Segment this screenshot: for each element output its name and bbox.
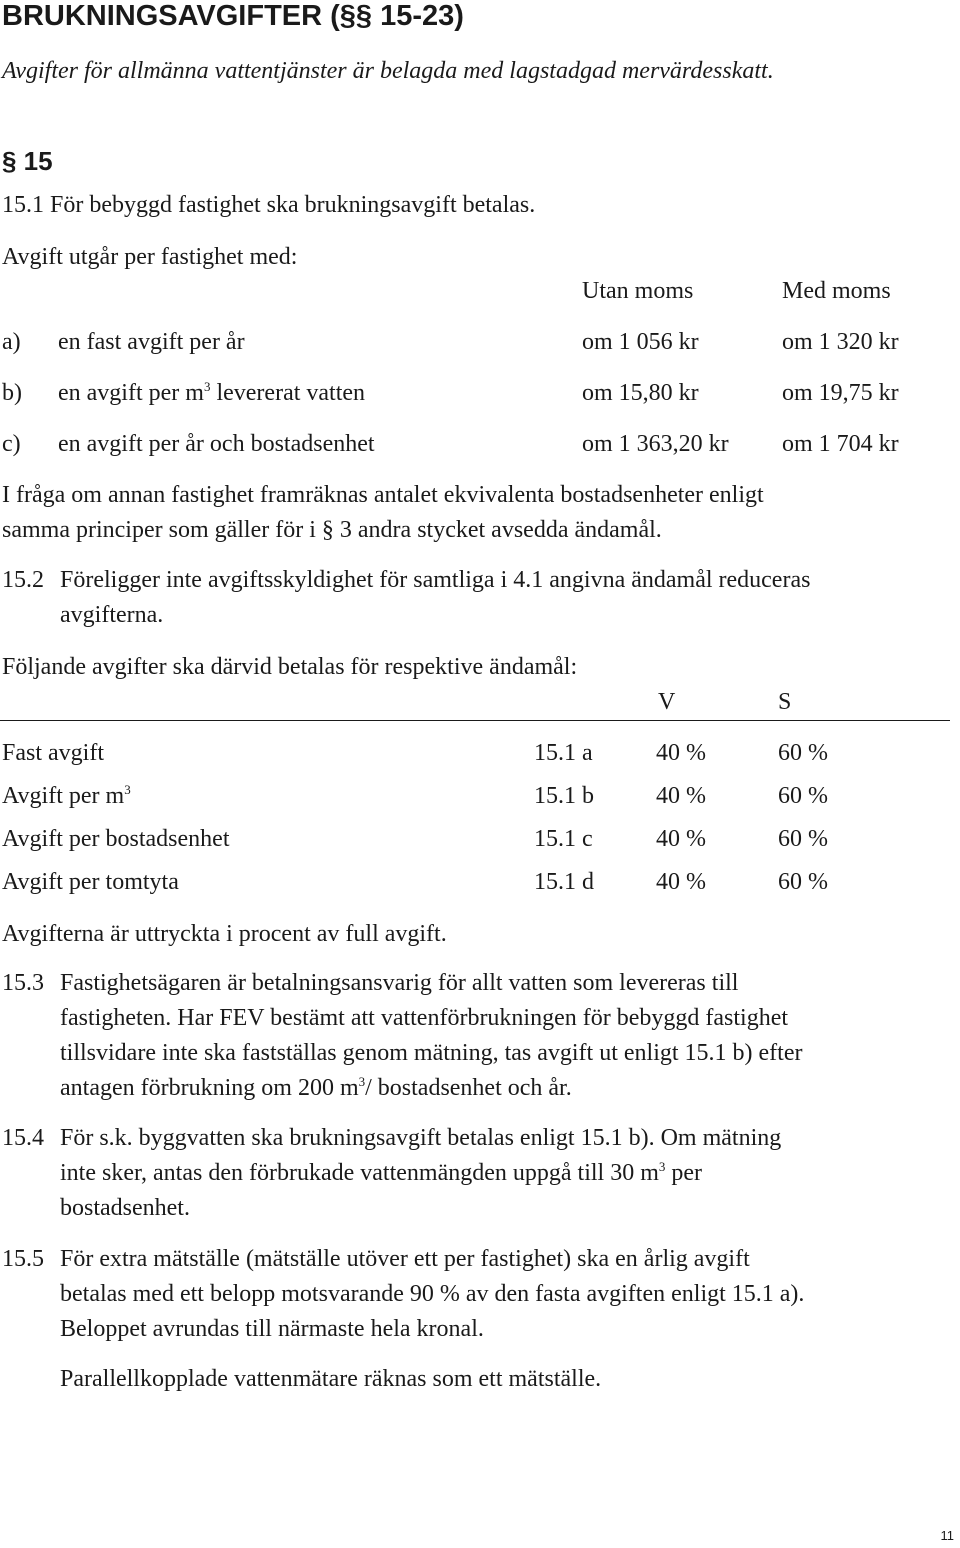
para-15-3: 15.3 Fastighetsägaren är betalningsansvarig för allt vatten som levereras till fastigheten. Har FEV bestämt att vattenförbrukningen för bebyggd fastighet tillsvidare inte ska fastställas genom mätning, tas avgift ut enligt 15.1 b) efter antagen förbrukning om 200 $m^3/$ bostadsenhet och år. [2,966,803,1106]
reduction-intro: Följande avgifter ska därvid betalas för respektive ändamål: [2,654,578,680]
fee-incl-vat: om 1 320 kr [782,329,899,355]
para-15-4: 15.4 För s.k. byggvatten ska brukningsavgift betalas enligt 15.1 b). Om mätning inte sker, antas den förbrukade vattenmängden uppgå till 30 $m^3$ per bostadsenhet. [2,1121,781,1226]
para-number: 15.5 [2,1246,44,1272]
fee-reference: 15.1 d [534,869,594,895]
para-text: För bebyggd fastighet ska brukningsavgift betalas. [50,192,536,218]
para-15-2: 15.2 Föreligger inte avgiftsskyldighet för samtliga i 4.1 angivna ändamål reduceras avgifterna. [2,563,810,633]
v-percent: 40 % [656,740,706,766]
percent-note: Avgifterna är uttryckta i procent av full avgift. [2,921,447,947]
row-description: en avgift per år och bostadsenhet [58,431,375,457]
s-percent: 60 % [778,826,828,852]
fee-reference: 15.1 a [534,740,593,766]
fee-incl-vat: om 19,75 kr [782,380,899,406]
page-number: 11 [940,1528,954,1543]
fee-name: Avgift per $m^3$ [2,782,131,809]
fee-reference: 15.1 c [534,826,593,852]
row-letter: a) [2,329,21,355]
fee-excl-vat: om 15,80 kr [582,380,699,406]
table-divider [0,720,950,721]
v-percent: 40 % [656,826,706,852]
s-percent: 60 % [778,783,828,809]
v-percent: 40 % [656,783,706,809]
para-15-5: 15.5 För extra mätställe (mätställe utöver ett per fastighet) ska en årlig avgift betalas med ett belopp motsvarande 90 % av den fasta avgiften enligt 15.1 a). Beloppet avrundas till närmaste hela kronal. [2,1242,804,1347]
s-percent: 60 % [778,869,828,895]
col-header-s: S [778,689,792,715]
fee-intro: Avgift utgår per fastighet med: [2,244,298,270]
col-header-incl-vat: Med moms [782,278,891,304]
fee-excl-vat: om 1 363,20 kr [582,431,729,457]
vat-note: Avgifter för allmänna vattentjänster är belagda med lagstadgad mervärdesskatt. [2,58,774,84]
fee-name: Fast avgift [2,740,104,766]
fee-reference: 15.1 b [534,783,594,809]
para-15-1-line [2,190,535,220]
fee-incl-vat: om 1 704 kr [782,431,899,457]
other-property-text: I fråga om annan fastighet framräknas antalet ekvivalenta bostadsenheter enligt samma principer som gäller för i § 3 andra stycket avsedda ändamål. [2,482,764,543]
row-letter: b) [2,380,22,406]
para-number: 15.1 [2,192,44,218]
col-header-excl-vat: Utan moms [582,278,694,304]
row-description: en avgift per $m^3$ levererat vatten [58,379,366,406]
fee-name: Avgift per bostadsenhet [2,826,230,852]
row-letter: c) [2,431,21,457]
fee-excl-vat: om 1 056 kr [582,329,699,355]
v-percent: 40 % [656,869,706,895]
page-heading: BRUKNINGSAVGIFTER (§§ 15-23) [2,0,464,32]
para-number: 15.3 [2,970,44,996]
col-header-v: V [658,689,676,715]
s-percent: 60 % [778,740,828,766]
parallel-meter-note: Parallellkopplade vattenmätare räknas som ett mätställe. [60,1366,602,1392]
section-title: § 15 [2,146,53,176]
fee-name: Avgift per tomtyta [2,869,179,895]
row-description: en fast avgift per år [58,329,245,355]
para-number: 15.4 [2,1125,44,1151]
para-number: 15.2 [2,567,44,593]
